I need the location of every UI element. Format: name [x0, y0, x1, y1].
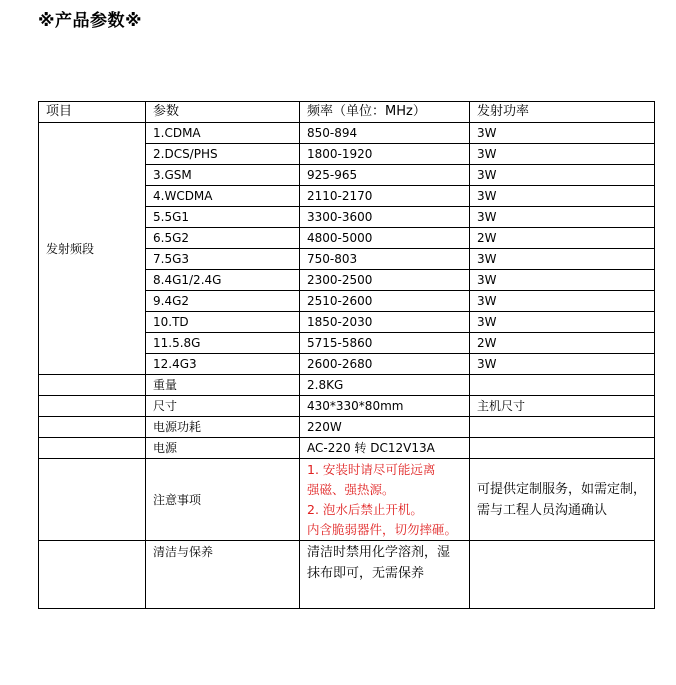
table-row: [39, 123, 655, 144]
band-freq: 1800-1920: [300, 144, 470, 165]
band-freq: 1850-2030: [300, 312, 470, 333]
band-power: 2W: [470, 333, 655, 354]
notes-item-blank: [39, 459, 146, 541]
spec-param: 电源功耗: [146, 417, 300, 438]
spec-value: 220W: [300, 417, 470, 438]
band-param: 2.DCS/PHS: [146, 144, 300, 165]
care-value: 清洁时禁用化学溶剂，湿抹布即可，无需保养: [300, 541, 470, 609]
band-freq: 2300-2500: [300, 270, 470, 291]
table-row: [39, 438, 655, 459]
spec-extra: [470, 375, 655, 396]
band-power: 3W: [470, 123, 655, 144]
header-power: 发射功率: [470, 102, 655, 123]
band-power: 3W: [470, 270, 655, 291]
notes-value: [300, 459, 470, 541]
band-param: 10.TD: [146, 312, 300, 333]
band-power: 3W: [470, 165, 655, 186]
band-param: 12.4G3: [146, 354, 300, 375]
header-item: 项目: [39, 102, 146, 123]
page-title: ※产品参数※: [38, 11, 143, 31]
product-spec-table: [38, 101, 655, 609]
band-group-label: 发射频段: [39, 123, 146, 375]
spec-item-blank: [39, 417, 146, 438]
notes-line: 1. 安装时请尽可能远离: [307, 462, 436, 477]
table-row: [39, 375, 655, 396]
notes-param: 注意事项: [146, 459, 300, 541]
care-item-blank: [39, 541, 146, 609]
notes-line: 强磁、强热源。: [307, 482, 395, 497]
header-freq: 频率（单位：MHz）: [300, 102, 470, 123]
notes-line: 2. 泡水后禁止开机。: [307, 502, 423, 517]
notes-line: 内含脆弱器件，切勿摔砸。: [307, 522, 458, 537]
band-power: 3W: [470, 291, 655, 312]
spec-param: 电源: [146, 438, 300, 459]
band-param: 1.CDMA: [146, 123, 300, 144]
spec-value: 2.8KG: [300, 375, 470, 396]
band-freq: 3300-3600: [300, 207, 470, 228]
band-param: 7.5G3: [146, 249, 300, 270]
band-power: 3W: [470, 144, 655, 165]
spec-value: AC-220 转 DC12V13A: [300, 438, 470, 459]
band-param: 3.GSM: [146, 165, 300, 186]
notes-extra: 可提供定制服务，如需定制，需与工程人员沟通确认: [470, 459, 655, 541]
spec-item-blank: [39, 375, 146, 396]
spec-item-blank: [39, 396, 146, 417]
table-row-care: [39, 541, 655, 609]
band-freq: 850-894: [300, 123, 470, 144]
band-param: 11.5.8G: [146, 333, 300, 354]
band-power: 3W: [470, 186, 655, 207]
band-power: 2W: [470, 228, 655, 249]
table-row: [39, 417, 655, 438]
spec-extra: [470, 417, 655, 438]
table-row: [39, 396, 655, 417]
band-freq: 2110-2170: [300, 186, 470, 207]
spec-param: 尺寸: [146, 396, 300, 417]
band-freq: 925-965: [300, 165, 470, 186]
table-row-notes: [39, 459, 655, 541]
band-freq: 750-803: [300, 249, 470, 270]
care-extra-blank: [470, 541, 655, 609]
spec-extra: [470, 438, 655, 459]
band-freq: 2510-2600: [300, 291, 470, 312]
band-power: 3W: [470, 312, 655, 333]
spec-extra: 主机尺寸: [470, 396, 655, 417]
band-freq: 2600-2680: [300, 354, 470, 375]
spec-item-blank: [39, 438, 146, 459]
band-param: 9.4G2: [146, 291, 300, 312]
band-param: 6.5G2: [146, 228, 300, 249]
band-power: 3W: [470, 354, 655, 375]
band-param: 8.4G1/2.4G: [146, 270, 300, 291]
band-param: 4.WCDMA: [146, 186, 300, 207]
band-freq: 4800-5000: [300, 228, 470, 249]
table-header-row: [39, 102, 655, 123]
band-param: 5.5G1: [146, 207, 300, 228]
band-power: 3W: [470, 207, 655, 228]
care-param: 清洁与保养: [146, 541, 300, 609]
spec-param: 重量: [146, 375, 300, 396]
band-power: 3W: [470, 249, 655, 270]
header-param: 参数: [146, 102, 300, 123]
band-freq: 5715-5860: [300, 333, 470, 354]
spec-value: 430*330*80mm: [300, 396, 470, 417]
